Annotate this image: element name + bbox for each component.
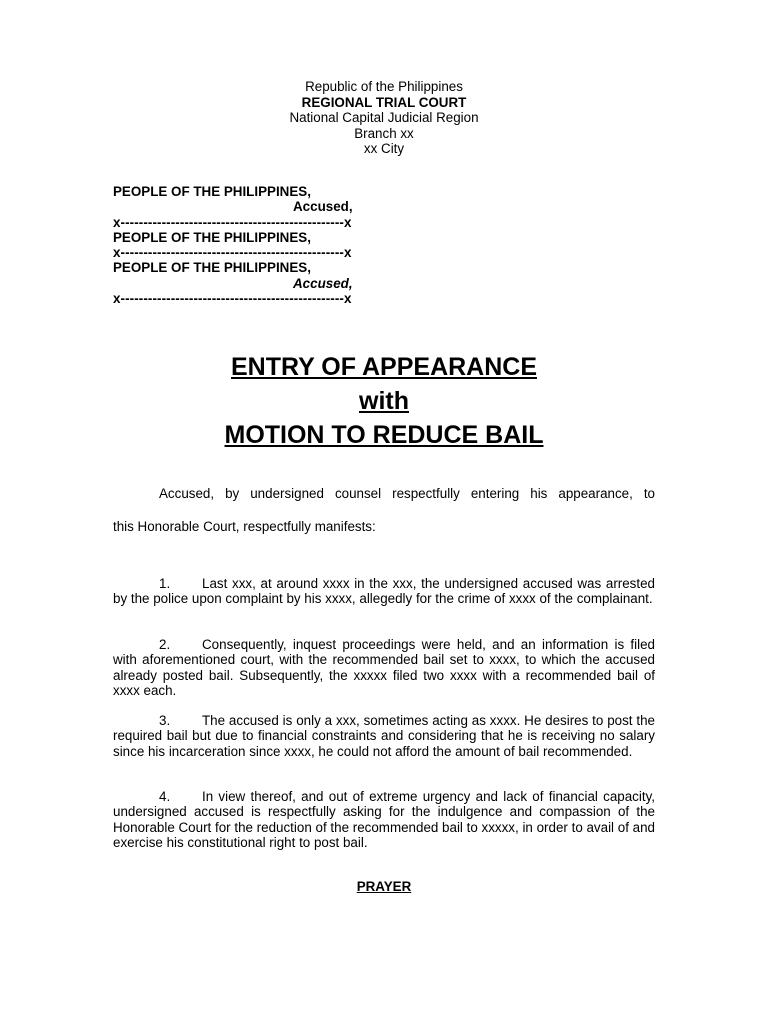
caption-role-3: Accused, bbox=[293, 275, 353, 291]
paragraph-number: 2. bbox=[159, 637, 171, 652]
paragraph-text: The accused is only a xxx, sometimes acting as xxxx. He desires to post the required bail but due to financial constraints and considering that he is receiving no salary since his incarceration since xxxx, he could not afford the amount of bail recommended. bbox=[113, 713, 655, 759]
header-branch: Branch xx bbox=[354, 125, 414, 141]
prayer-heading: PRAYER bbox=[356, 879, 412, 894]
header-republic: Republic of the Philippines bbox=[305, 79, 463, 94]
caption-role-1: Accused, bbox=[293, 199, 353, 215]
title-line-1: ENTRY OF APPEARANCE bbox=[230, 353, 538, 381]
paragraph-1 bbox=[113, 576, 655, 607]
paragraph-2 bbox=[113, 637, 655, 698]
paragraph-3 bbox=[113, 713, 655, 759]
paragraph-number: 1. bbox=[159, 576, 171, 591]
header-city: xx City bbox=[363, 141, 405, 156]
paragraph-text: Consequently, inquest proceedings were held, and an information is filed with aforementioned court, with the recommended bail set to xxxx, to which the accused already posted bail. Subsequently, the xxxxx filed two xxxx with a recommended bail of xxxx each. bbox=[113, 637, 655, 698]
caption-party-2: PEOPLE OF THE PHILIPPINES, bbox=[113, 229, 311, 245]
paragraph-text: Last xxx, at around xxxx in the xxx, the undersigned accused was arrested by the police upon complaint by his xxxx, allegedly for the crime of xxxx of the complainant. bbox=[113, 576, 655, 607]
paragraph-4 bbox=[113, 789, 655, 850]
caption-separator-1: x-------------------------------------------------x bbox=[113, 214, 352, 230]
intro-line-2: this Honorable Court, respectfully manifests: bbox=[113, 519, 376, 534]
paragraph-number: 4. bbox=[159, 789, 171, 804]
paragraph-number: 3. bbox=[159, 713, 171, 728]
caption-separator-3: x-------------------------------------------------x bbox=[113, 291, 352, 307]
case-caption bbox=[113, 184, 413, 306]
caption-separator-2: x-------------------------------------------------x bbox=[113, 245, 352, 261]
header-court: REGIONAL TRIAL COURT bbox=[301, 94, 467, 110]
intro-line-1: Accused, by undersigned counsel respectfully entering his appearance, to bbox=[159, 486, 655, 501]
document-title bbox=[0, 350, 768, 452]
court-header bbox=[0, 79, 768, 157]
title-line-3: MOTION TO REDUCE BAIL bbox=[224, 421, 544, 449]
header-region: National Capital Judicial Region bbox=[289, 110, 479, 125]
caption-party-3: PEOPLE OF THE PHILIPPINES, bbox=[113, 260, 311, 276]
paragraph-text: In view thereof, and out of extreme urgency and lack of financial capacity, undersigned accused is respectfully asking for the indulgence and compassion of the Honorable Court for the reduction of the recommended bail to xxxxx, in order to avail of and exercise his constitutional right to post bail. bbox=[113, 789, 655, 850]
caption-party-1: PEOPLE OF THE PHILIPPINES, bbox=[113, 184, 311, 199]
title-line-2: with bbox=[359, 387, 409, 415]
